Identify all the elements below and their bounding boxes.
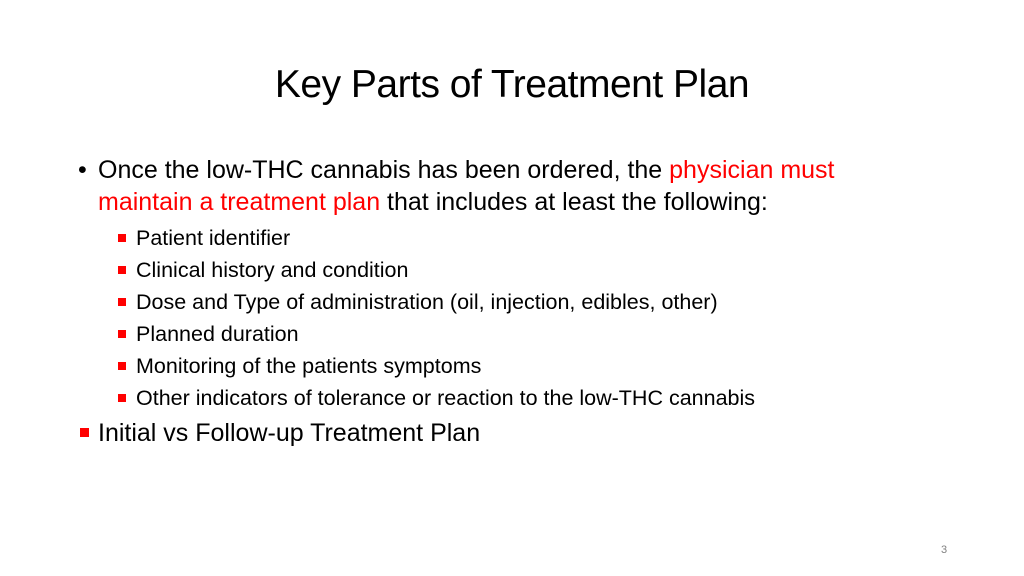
bullet-text-before: Once the low-THC cannabis has been ordered, the — [98, 156, 670, 184]
square-bullet-icon — [118, 234, 126, 242]
sub-item-label: Planned duration — [136, 322, 299, 346]
sub-item-monitoring — [78, 350, 908, 382]
sub-item-label: Dose and Type of administration (oil, injection, edibles, other) — [136, 290, 718, 314]
bullet-highlight-text: physician must maintain a treatment plan — [98, 156, 835, 216]
square-bullet-icon — [118, 298, 126, 306]
square-bullet-icon — [118, 362, 126, 370]
square-bullet-icon — [80, 428, 89, 437]
sub-item-label: Patient identifier — [136, 226, 291, 250]
slide-title: Key Parts of Treatment Plan — [274, 63, 750, 106]
sub-item-other-indicators — [78, 382, 908, 414]
round-bullet-icon: • — [78, 156, 87, 184]
sub-item-planned-duration — [78, 318, 908, 350]
bullet-text-after: that includes at least the following: — [380, 188, 768, 216]
bullet-text: Initial vs Follow-up Treatment Plan — [98, 419, 481, 447]
bullet-item-initial-vs-followup — [78, 417, 908, 449]
sub-item-label: Other indicators of tolerance or reaction to the low-THC cannabis — [136, 386, 756, 410]
slide-body — [78, 154, 908, 449]
sub-item-dose-type — [78, 286, 908, 318]
square-bullet-icon — [118, 330, 126, 338]
sub-item-label: Clinical history and condition — [136, 258, 409, 282]
sub-item-clinical-history — [78, 254, 908, 286]
square-bullet-icon — [118, 266, 126, 274]
square-bullet-icon — [118, 394, 126, 402]
bullet-item-treatment-plan — [78, 154, 908, 218]
page-number: 3 — [940, 544, 948, 556]
sub-bullet-list — [78, 222, 908, 414]
sub-item-patient-identifier — [78, 222, 908, 254]
sub-item-label: Monitoring of the patients symptoms — [136, 354, 482, 378]
